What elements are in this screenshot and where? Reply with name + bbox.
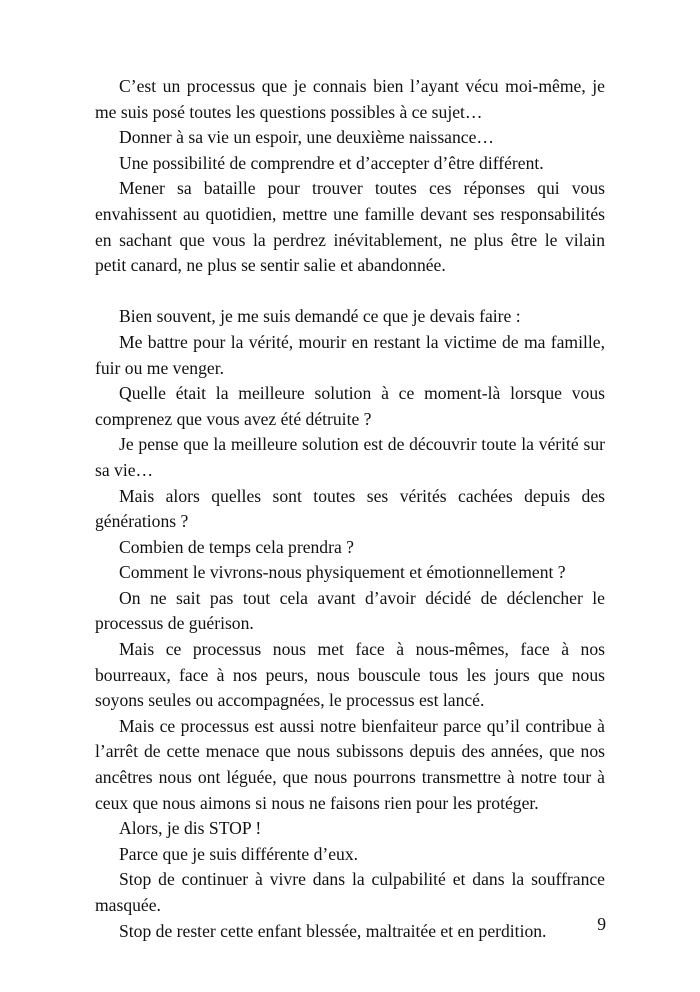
paragraph: Mais ce processus est aussi notre bienfaiteur parce qu’il contribue à l’arrêt de cette menace que nous subissons depuis des années, que nos ancêtres nous ont léguée, que nous pourrons transmettre à notre tour à ceux que nous aimons si nous ne faisons rien pour les protéger.: [95, 715, 605, 813]
body-text: [95, 74, 605, 944]
paragraph: Combien de temps cela prendra ?: [119, 536, 354, 557]
paragraph: Une possibilité de comprendre et d’accepter d’être différent.: [119, 152, 544, 173]
paragraph: Parce que je suis différente d’eux.: [119, 843, 359, 864]
paragraph: Me battre pour la vérité, mourir en restant la victime de ma famille, fuir ou me venger.: [95, 331, 605, 378]
paragraph: Quelle était la meilleure solution à ce moment-là lorsque vous comprenez que vous avez été détruite ?: [95, 383, 605, 429]
page-number: 9: [597, 914, 606, 934]
paragraph: Mais alors quelles sont toutes ses vérités cachées depuis des générations ?: [95, 485, 605, 532]
paragraph: Stop de continuer à vivre dans la culpabilité et dans la souffrance masquée.: [95, 869, 605, 915]
paragraph: Je pense que la meilleure solution est de découvrir toute la vérité sur sa vie…: [95, 434, 605, 480]
paragraph: Comment le vivrons-nous physiquement et émotionnellement ?: [119, 562, 566, 583]
paragraph: C’est un processus que je connais bien l’ayant vécu moi-même, je me suis posé toutes les questions possibles à ce sujet…: [95, 76, 605, 122]
paragraph: Bien souvent, je me suis demandé ce que je devais faire :: [119, 306, 521, 327]
paragraph: Donner à sa vie un espoir, une deuxième naissance…: [119, 127, 494, 148]
paragraph: Stop de rester cette enfant blessée, maltraitée et en perdition.: [119, 920, 547, 941]
paragraph: Alors, je dis STOP !: [119, 818, 262, 839]
paragraph: Mener sa bataille pour trouver toutes ces réponses qui vous envahissent au quotidien, mettre une famille devant ses responsabilités en sachant que vous la perdrez inévitablement, ne plus être le vilain petit canard, ne plus se sentir salie et abandonnée.: [95, 178, 605, 276]
paragraph: On ne sait pas tout cela avant d’avoir décidé de déclencher le processus de guérison.: [95, 587, 605, 634]
paragraph: Mais ce processus nous met face à nous-mêmes, face à nos bourreaux, face à nos peurs, nous bouscule tous les jours que nous soyons seules ou accompagnées, le processus est lancé.: [95, 639, 605, 711]
